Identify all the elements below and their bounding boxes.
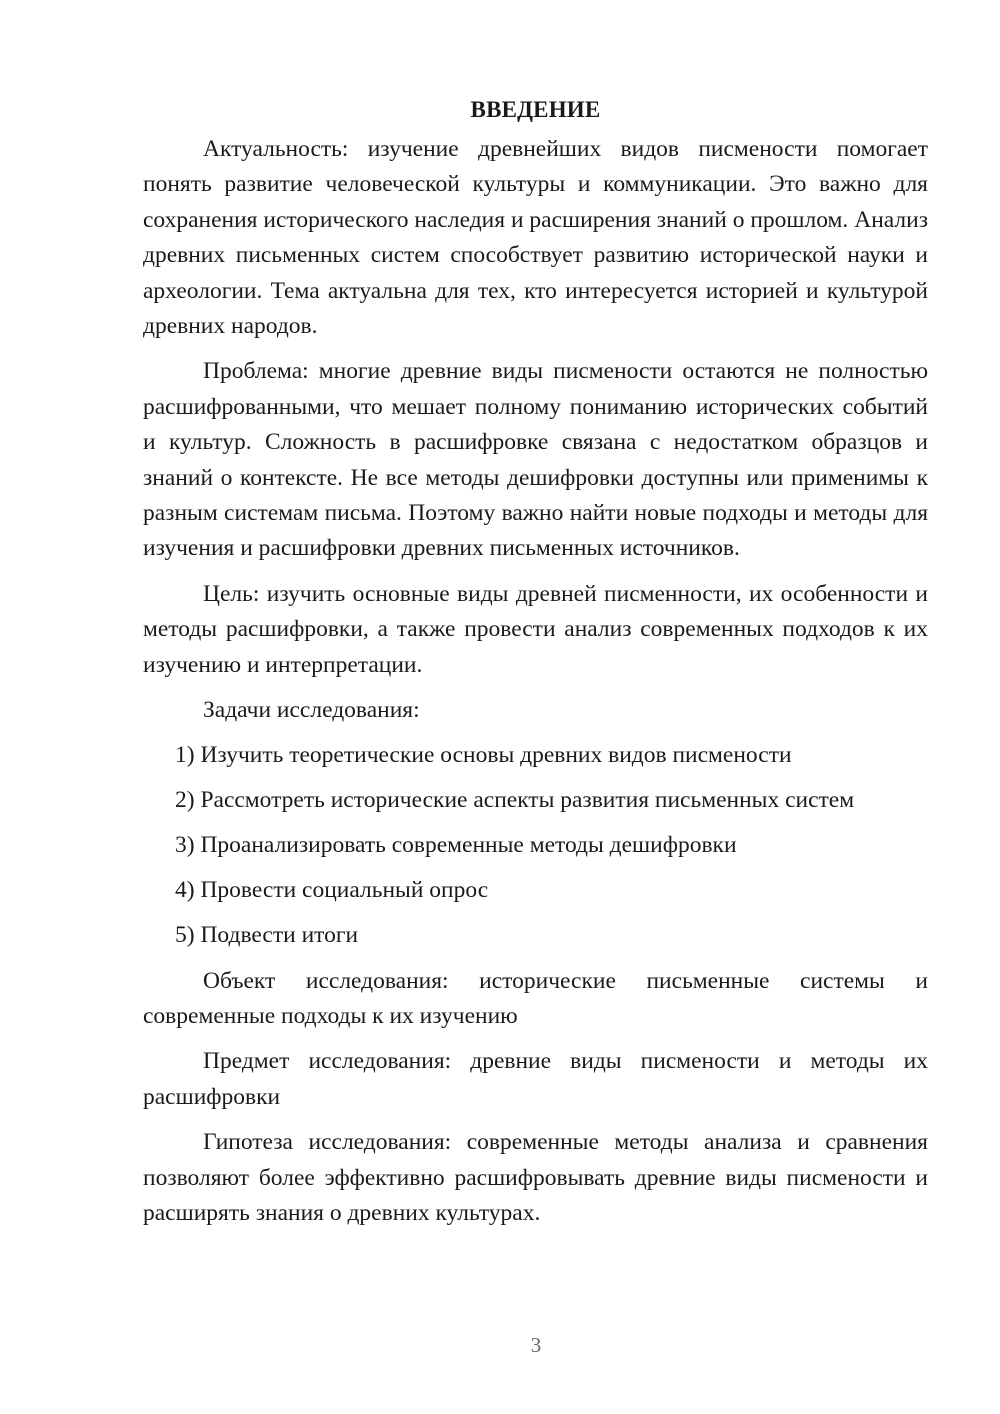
section-heading: ВВЕДЕНИЕ: [470, 97, 601, 122]
object-paragraph: Объект исследования: исторические письменные системы и современные подходы к их изучению: [143, 967, 928, 1029]
task-item: 4) Провести социальный опрос: [175, 877, 489, 904]
task-item: 2) Рассмотреть исторические аспекты развития письменных систем: [175, 786, 855, 813]
goal-paragraph: Цель: изучить основные виды древней писменности, их особенности и методы расшифровки, а также провести анализ современных подходов к их изучению и интерпретации.: [143, 580, 928, 678]
hypothesis-paragraph: Гипотеза исследования: современные методы анализа и сравнения позволяют более эффективно расшифровывать древние виды писмености и расширять знания о древних культурах.: [143, 1129, 928, 1226]
task-item: 5) Подвести итоги: [175, 922, 359, 949]
task-item: 1) Изучить теоретические основы древних видов писмености: [175, 741, 792, 768]
relevance-paragraph: Актуальность: изучение древнейших видов писмености помогает понять развитие человеческой культуры и коммуникации. Это важно для сохранения исторического наследия и расширения знаний о прошлом. Анализ древних письменных систем способствует развитию исторической науки и археологии. Тема актуальна для тех, кто интересуется историей и культурой древних народов.: [143, 136, 928, 340]
page-content: [143, 92, 928, 1241]
subject-paragraph: Предмет исследования: древние виды писмености и методы их расшифровки: [143, 1048, 928, 1110]
problem-paragraph: Проблема: многие древние виды писмености остаются не полностью расшифрованными, что мешает полному пониманию исторических событий и культур. Сложность в расшифровке связана с недостатком образцов и знаний о контексте. Не все методы дешифровки доступны или применимы к разным системам письма. Поэтому важно найти новые подходы и методы для изучения и расшифровки древних письменных источников.: [143, 358, 928, 562]
tasks-label: Задачи исследования:: [203, 697, 420, 724]
page-number: 3: [530, 1333, 542, 1357]
task-item: 3) Проанализировать современные методы дешифровки: [175, 831, 737, 858]
